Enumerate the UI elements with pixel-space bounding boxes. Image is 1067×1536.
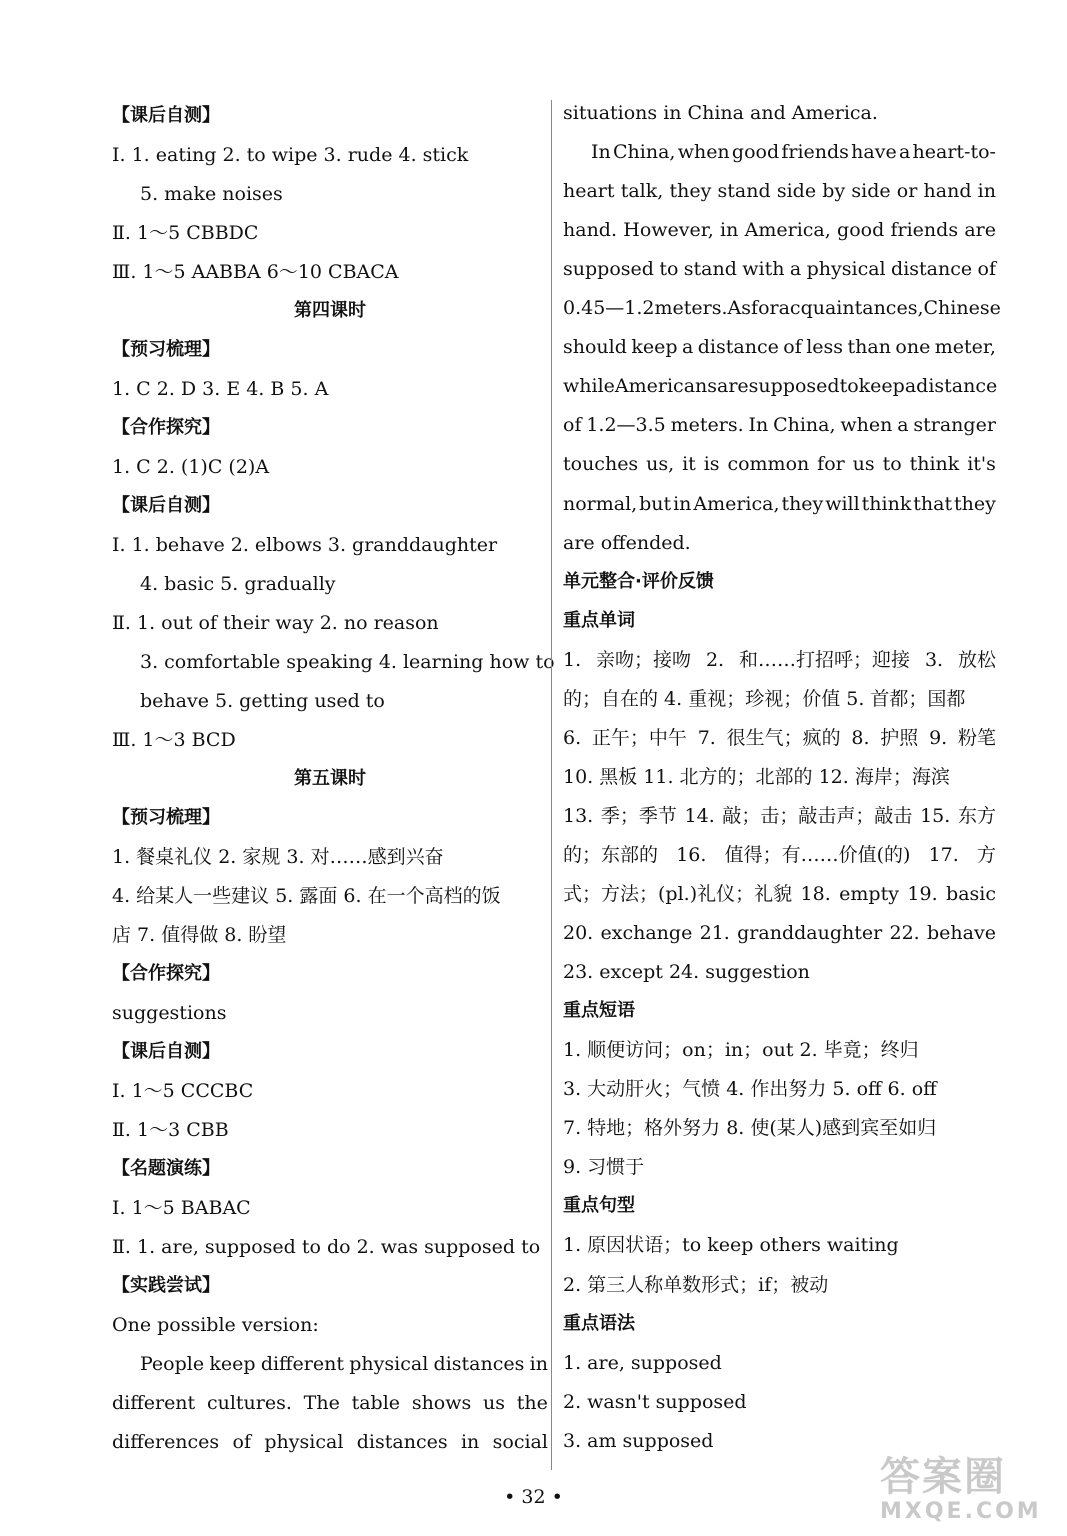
word: heart bbox=[563, 180, 615, 203]
word: 东方 bbox=[957, 804, 996, 827]
word: shows bbox=[411, 1392, 472, 1414]
answer-line: Ⅲ. 1～3 BCD bbox=[112, 729, 236, 751]
word: different bbox=[112, 1392, 196, 1414]
word: Americans bbox=[614, 375, 718, 398]
word: in bbox=[977, 180, 996, 203]
word: when bbox=[840, 414, 893, 437]
word: 8. bbox=[851, 726, 870, 749]
word: physical bbox=[264, 1431, 344, 1453]
section-heading: 重点语法 bbox=[563, 1312, 635, 1334]
section-heading: 【预习梳理】 bbox=[112, 807, 220, 828]
answer-line: Ⅱ. 1～5 CBBDC bbox=[112, 222, 259, 244]
word: friends bbox=[781, 141, 849, 164]
answer-line: are offended. bbox=[563, 531, 691, 554]
watermark-logo bbox=[880, 1455, 1060, 1533]
answer-line bbox=[563, 179, 996, 203]
answer-line bbox=[112, 1391, 548, 1415]
answer-line: Ⅰ. 1～5 CCCBC bbox=[112, 1080, 254, 1102]
answer-line: 4. basic 5. gradually bbox=[140, 573, 336, 595]
word: stand bbox=[717, 180, 771, 203]
answer-line: Ⅰ. 1. eating 2. to wipe 3. rude 4. stick bbox=[112, 144, 469, 166]
word: cultures. bbox=[206, 1392, 292, 1414]
word: 0.45—1.2 bbox=[563, 297, 655, 320]
word: less bbox=[806, 336, 844, 359]
word: that bbox=[913, 492, 953, 515]
word: 21. bbox=[699, 922, 730, 945]
answer-line: suggestions bbox=[112, 1002, 227, 1024]
answer-line bbox=[563, 218, 996, 242]
answer-line: 店 7. 值得做 8. 盼望 bbox=[112, 924, 287, 946]
answer-line bbox=[591, 140, 996, 164]
word: but bbox=[639, 492, 672, 515]
word: physical bbox=[349, 1353, 429, 1375]
word: 7. bbox=[697, 726, 716, 749]
word: 18. bbox=[800, 883, 831, 905]
answer-line bbox=[563, 452, 996, 476]
word: America, bbox=[744, 219, 831, 242]
answer-line: Ⅱ. 1. are, supposed to do 2. was supposed to bbox=[112, 1236, 541, 1258]
word: they bbox=[669, 180, 712, 203]
answer-line: Ⅱ. 1～3 CBB bbox=[112, 1119, 229, 1141]
word: 19. bbox=[907, 883, 938, 905]
word: table bbox=[351, 1392, 401, 1414]
word: common bbox=[727, 453, 810, 476]
word: us bbox=[852, 453, 875, 476]
word: in bbox=[460, 1431, 480, 1453]
word: Chinese bbox=[923, 297, 1001, 320]
word: stranger bbox=[913, 414, 996, 437]
section-heading: 【课后自测】 bbox=[112, 105, 220, 126]
word: or bbox=[896, 180, 918, 203]
lesson-title: 第五课时 bbox=[294, 768, 366, 789]
word: 14. bbox=[684, 804, 715, 827]
answer-line: 1. 餐桌礼仪 2. 家规 3. 对……感到兴奋 bbox=[112, 846, 444, 868]
word: 放松 bbox=[957, 648, 996, 671]
word: for bbox=[817, 453, 845, 476]
answer-line: 3. 大动肝火；气愤 4. 作出努力 5. off 6. off bbox=[563, 1078, 937, 1101]
word: in bbox=[673, 492, 692, 515]
answer-line bbox=[563, 374, 996, 398]
answer-line: Ⅱ. 1. out of their way 2. no reason bbox=[112, 612, 439, 634]
word: a bbox=[904, 375, 917, 398]
word: have bbox=[851, 141, 897, 164]
word: 式；方法；(pl.)礼仪；礼貌 bbox=[563, 883, 793, 905]
word: distance bbox=[697, 336, 779, 359]
word: a bbox=[789, 258, 802, 281]
word: one bbox=[895, 336, 931, 359]
word: 粉笔 bbox=[957, 726, 996, 749]
answer-line: One possible version: bbox=[112, 1314, 319, 1336]
word: good bbox=[837, 219, 885, 242]
word: basic bbox=[946, 883, 996, 905]
word: keep bbox=[631, 336, 678, 359]
section-heading: 【合作探究】 bbox=[112, 417, 220, 438]
word: America, bbox=[693, 492, 780, 515]
answer-line bbox=[563, 843, 996, 867]
word: will bbox=[825, 492, 860, 515]
word: touches bbox=[563, 453, 639, 476]
answer-line: 3. comfortable speaking 4. learning how to bbox=[140, 651, 555, 673]
word: different bbox=[260, 1353, 344, 1375]
word: hand. bbox=[563, 219, 618, 242]
word: 6. bbox=[563, 726, 582, 749]
answer-line: situations in China and America. bbox=[563, 102, 878, 124]
word: by bbox=[822, 180, 846, 203]
answer-line bbox=[563, 335, 996, 359]
word: granddaughter bbox=[737, 922, 883, 945]
word: a bbox=[897, 414, 909, 437]
section-heading: 重点句型 bbox=[563, 1195, 635, 1217]
answer-line: 5. make noises bbox=[140, 183, 283, 205]
word: empty bbox=[839, 883, 899, 905]
section-heading: 【名题演练】 bbox=[112, 1158, 220, 1179]
word: when bbox=[677, 141, 730, 164]
word: meters. bbox=[670, 414, 744, 437]
word: exchange bbox=[600, 922, 693, 945]
section-heading: 单元整合·评价反馈 bbox=[563, 570, 714, 592]
word: 16. bbox=[676, 843, 707, 866]
word: 1.2—3.5 bbox=[586, 414, 666, 437]
word: of bbox=[783, 336, 802, 359]
word: with bbox=[742, 258, 785, 281]
answer-line: 7. 特地；格外努力 8. 使(某人)感到宾至如归 bbox=[563, 1117, 937, 1140]
page-number: • 32 • bbox=[504, 1486, 563, 1508]
word: 20. bbox=[563, 922, 594, 945]
watermark-text: 答案圈 bbox=[880, 1454, 1006, 1500]
word: 22. bbox=[889, 922, 920, 945]
word: China, bbox=[773, 414, 836, 437]
answer-line bbox=[563, 257, 996, 281]
section-heading: 【实践尝试】 bbox=[112, 1275, 220, 1296]
word: differences bbox=[112, 1431, 220, 1453]
answer-line: 4. 给某人一些建议 5. 露面 6. 在一个高档的饭 bbox=[112, 885, 501, 907]
answer-line: 9. 习惯于 bbox=[563, 1156, 645, 1179]
answer-line: Ⅰ. 1～5 BABAC bbox=[112, 1197, 251, 1219]
word: As bbox=[727, 297, 752, 320]
word: However, bbox=[623, 219, 714, 242]
answer-line: 23. except 24. suggestion bbox=[563, 961, 810, 984]
answer-line: 2. 第三人称单数形式；if；被动 bbox=[563, 1273, 829, 1296]
word: of bbox=[977, 258, 996, 281]
lesson-title: 第四课时 bbox=[294, 300, 366, 321]
answer-line bbox=[563, 648, 996, 672]
section-heading: 【合作探究】 bbox=[112, 963, 220, 984]
word: physical bbox=[806, 258, 886, 281]
answer-line: behave 5. getting used to bbox=[140, 690, 385, 712]
answer-line: 1. 顺便访问；on；in；out 2. 毕竟；终归 bbox=[563, 1039, 919, 1062]
word: In bbox=[748, 414, 769, 437]
answer-line bbox=[563, 726, 996, 750]
answer-line bbox=[563, 882, 996, 906]
word: to bbox=[659, 258, 679, 281]
word: 2. bbox=[705, 648, 725, 671]
section-heading: 重点单词 bbox=[563, 609, 635, 631]
word: 15. bbox=[920, 804, 951, 827]
word: 方 bbox=[976, 843, 996, 866]
section-heading: 【课后自测】 bbox=[112, 1041, 220, 1062]
word: think bbox=[909, 453, 960, 476]
word: 9. bbox=[929, 726, 948, 749]
word: meters. bbox=[654, 297, 728, 320]
section-heading: 重点短语 bbox=[563, 1000, 635, 1022]
word: than bbox=[847, 336, 891, 359]
word: while bbox=[563, 375, 615, 398]
word: In bbox=[591, 141, 611, 164]
word: 17. bbox=[928, 843, 959, 866]
answer-line bbox=[112, 1430, 548, 1454]
word: distance bbox=[891, 258, 973, 281]
answer-line: 的；自在的 4. 重视；珍视；价值 5. 首都；国都 bbox=[563, 687, 966, 710]
word: a bbox=[681, 336, 694, 359]
answer-line: Ⅰ. 1. behave 2. elbows 3. granddaughter bbox=[112, 534, 498, 556]
word: 和……打招呼；迎接 bbox=[739, 648, 911, 671]
word: distances bbox=[433, 1353, 525, 1375]
word: distance bbox=[916, 375, 998, 398]
watermark-url: MXQE.COM bbox=[880, 1499, 1042, 1524]
answer-line bbox=[563, 492, 996, 516]
word: to bbox=[882, 453, 902, 476]
word: for bbox=[751, 297, 779, 320]
word: People bbox=[140, 1353, 205, 1375]
answer-line: 1. C 2. (1)C (2)A bbox=[112, 456, 270, 478]
word: 亲吻；接吻 bbox=[596, 648, 692, 671]
word: 很生气；疯的 bbox=[726, 726, 841, 749]
word: distances bbox=[356, 1431, 448, 1453]
answer-line: 10. 黑板 11. 北方的；北部的 12. 海岸；海滨 bbox=[563, 765, 950, 788]
word: talk, bbox=[620, 180, 664, 203]
word: supposed bbox=[748, 375, 840, 398]
word: The bbox=[303, 1392, 340, 1414]
word: 值得；有……价值(的) bbox=[724, 843, 911, 866]
word: in bbox=[529, 1353, 548, 1375]
word: supposed bbox=[563, 258, 654, 281]
word: acquaintances, bbox=[778, 297, 924, 320]
word: 季；季节 bbox=[600, 804, 677, 827]
section-heading: 【课后自测】 bbox=[112, 495, 220, 516]
word: social bbox=[492, 1431, 548, 1453]
answer-line: 3. am supposed bbox=[563, 1429, 714, 1452]
word: 护照 bbox=[880, 726, 919, 749]
word: of bbox=[232, 1431, 252, 1453]
answer-line: 1. C 2. D 3. E 4. B 5. A bbox=[112, 378, 329, 400]
word: to bbox=[839, 375, 859, 398]
answer-line bbox=[563, 296, 1001, 320]
answer-line bbox=[140, 1352, 548, 1376]
word: good bbox=[731, 141, 780, 164]
word: side bbox=[776, 180, 817, 203]
word: hand bbox=[923, 180, 972, 203]
word: keep bbox=[209, 1353, 256, 1375]
answer-line bbox=[563, 413, 996, 437]
column-divider bbox=[551, 100, 552, 1470]
word: normal, bbox=[563, 492, 638, 515]
word: friends bbox=[890, 219, 959, 242]
word: us, bbox=[646, 453, 675, 476]
word: behave bbox=[927, 922, 996, 945]
word: 3. bbox=[924, 648, 944, 671]
word: are bbox=[964, 219, 996, 242]
answer-line: Ⅲ. 1～5 AABBA 6～10 CBACA bbox=[112, 261, 399, 283]
word: of bbox=[563, 414, 582, 437]
word: are bbox=[717, 375, 749, 398]
word: the bbox=[516, 1392, 548, 1414]
word: they bbox=[781, 492, 824, 515]
word: us bbox=[483, 1392, 506, 1414]
answer-line: 1. 原因状语；to keep others waiting bbox=[563, 1234, 899, 1257]
word: 敲；击；敲击声；敲击 bbox=[722, 804, 913, 827]
word: think bbox=[861, 492, 912, 515]
answer-line bbox=[563, 921, 996, 945]
answer-line: 1. are, supposed bbox=[563, 1351, 722, 1374]
word: China, bbox=[612, 141, 676, 164]
word: a bbox=[898, 141, 911, 164]
word: they bbox=[954, 492, 996, 515]
word: side bbox=[851, 180, 891, 203]
word: 的；东部的 bbox=[563, 843, 659, 866]
word: it bbox=[682, 453, 696, 476]
word: stand bbox=[683, 258, 737, 281]
word: 1. bbox=[563, 648, 582, 671]
word: 正午；中午 bbox=[591, 726, 687, 749]
word: meter, bbox=[934, 336, 996, 359]
word: keep bbox=[858, 375, 905, 398]
word: in bbox=[720, 219, 739, 242]
answer-line bbox=[563, 804, 996, 828]
word: should bbox=[563, 336, 627, 359]
section-heading: 【预习梳理】 bbox=[112, 339, 220, 360]
word: heart-to- bbox=[912, 141, 996, 164]
word: is bbox=[703, 453, 720, 476]
answer-line: 2. wasn't supposed bbox=[563, 1390, 747, 1413]
word: it's bbox=[967, 453, 996, 476]
word: 13. bbox=[563, 804, 594, 827]
